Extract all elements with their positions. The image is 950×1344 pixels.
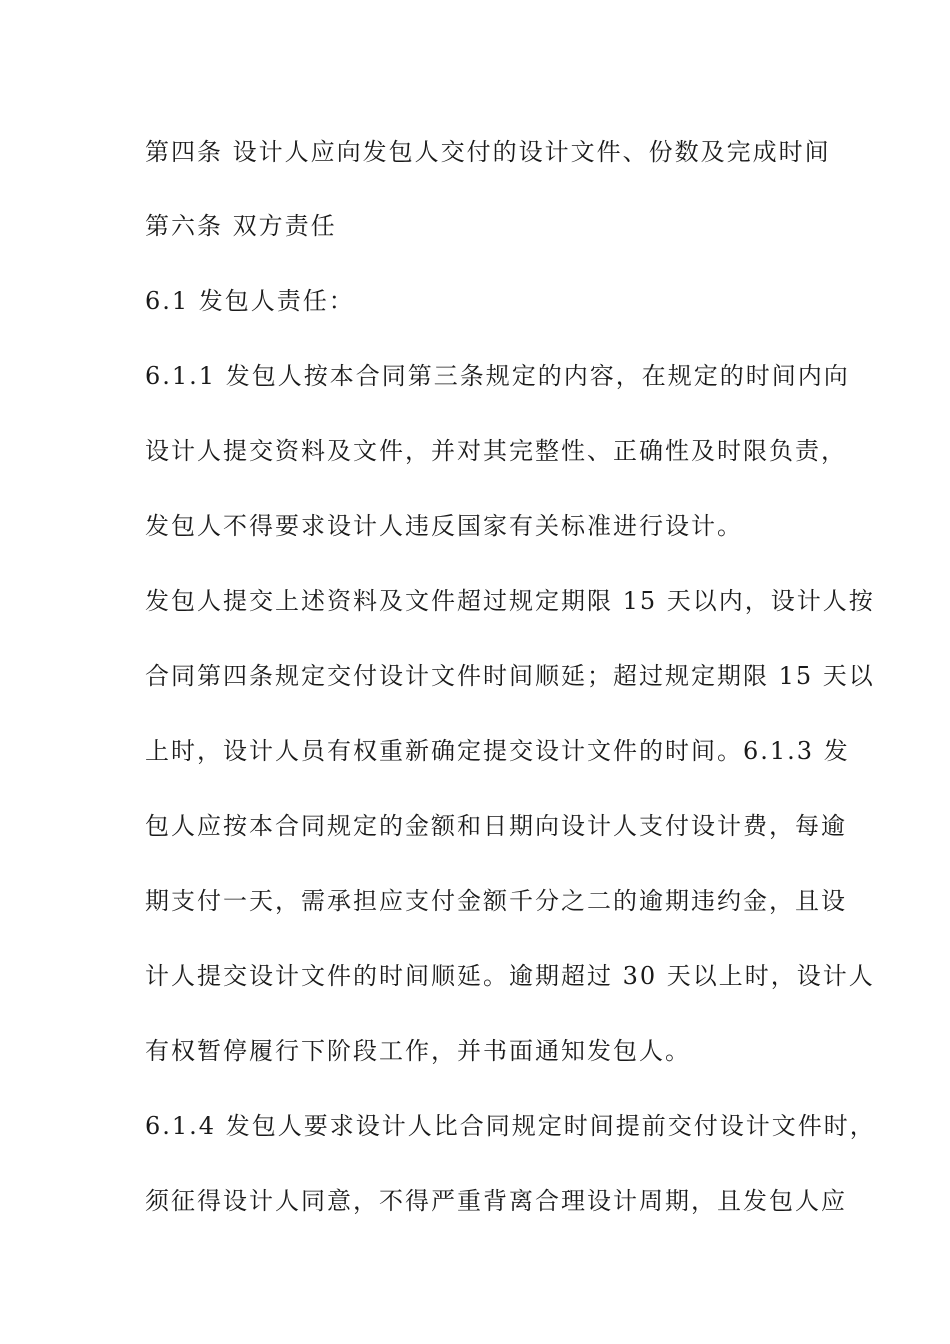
paragraph-line: 有权暂停履行下阶段工作，并书面通知发包人。 [145,1037,691,1065]
paragraph-line: 发包人提交上述资料及文件超过规定期限 15 天以内，设计人按 [145,587,875,615]
paragraph-line: 须征得设计人同意，不得严重背离合理设计周期，且发包人应 [145,1187,847,1215]
paragraph-line: 6.1.4 发包人要求设计人比合同规定时间提前交付设计文件时， [145,1112,876,1140]
section-6-1-heading: 6.1 发包人责任： [145,287,355,315]
paragraph-line: 计人提交设计文件的时间顺延。逾期超过 30 天以上时，设计人 [145,962,875,990]
paragraph-line: 期支付一天，需承担应支付金额千分之二的逾期违约金，且设 [145,887,847,915]
article-6-heading: 第六条 双方责任 [145,212,337,240]
paragraph-line: 设计人提交资料及文件，并对其完整性、正确性及时限负责， [145,437,847,465]
article-4-heading: 第四条 设计人应向发包人交付的设计文件、份数及完成时间 [145,138,831,166]
paragraph-line: 6.1.1 发包人按本合同第三条规定的内容，在规定的时间内向 [145,362,850,390]
paragraph-line: 合同第四条规定交付设计文件时间顺延；超过规定期限 15 天以 [145,662,875,690]
paragraph-line: 上时，设计人员有权重新确定提交设计文件的时间。6.1.3 发 [145,737,850,765]
paragraph-line: 发包人不得要求设计人违反国家有关标准进行设计。 [145,512,743,540]
paragraph-line: 包人应按本合同规定的金额和日期向设计人支付设计费，每逾 [145,812,847,840]
